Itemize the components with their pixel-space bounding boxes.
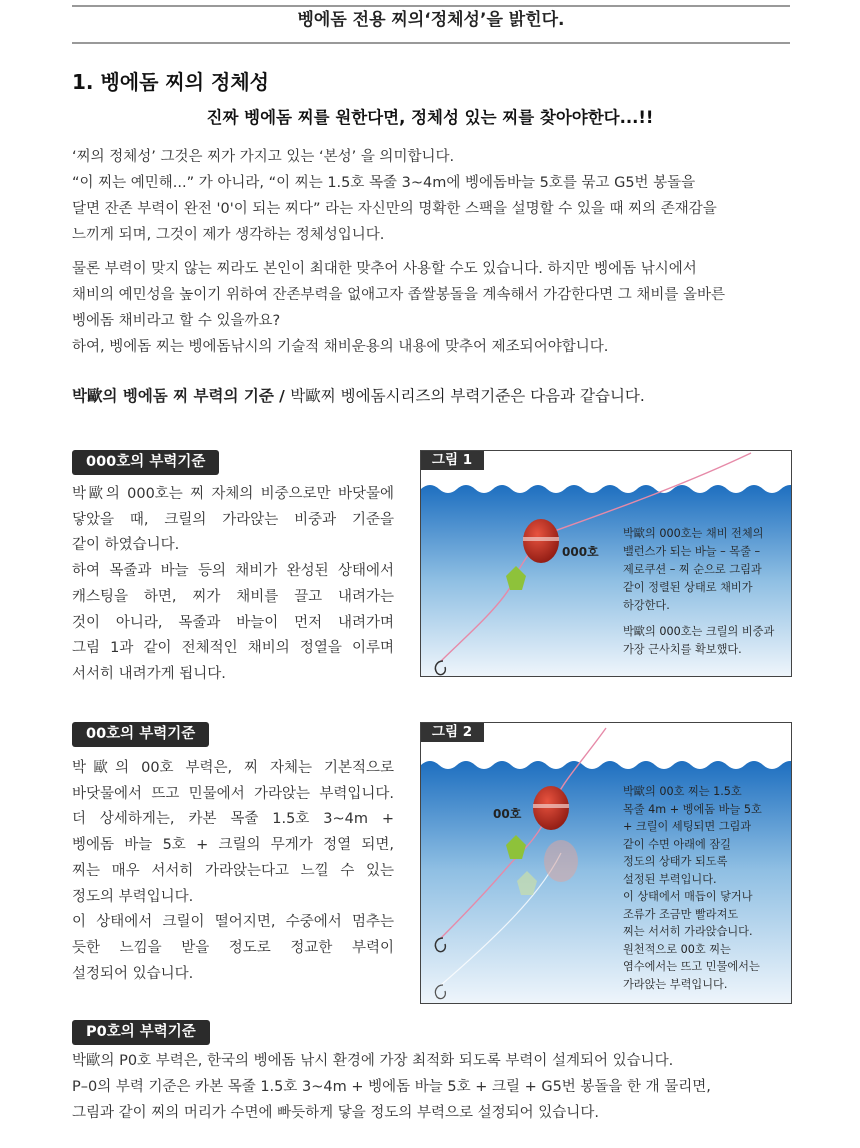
second-line: 하여, 벵에돔 찌는 벵에돔낚시의 기술적 채비운용의 내용에 맞추어 제조되어야합니다. xyxy=(72,339,609,355)
intro-line: “이 찌는 예민해...” 가 아니라, “이 찌는 1.5호 목줄 3~4m에 벵에돔바늘 5호를 묶고 G5번 봉돌을 xyxy=(72,175,696,191)
float-00-ghost xyxy=(544,840,578,882)
text-00-line: 더 상세하게는, 카본 목줄 1.5호 3~4m + xyxy=(72,811,394,828)
figure-1 xyxy=(420,450,792,677)
text-p0-line: 박歐의 P0호 부력은, 한국의 벵에돔 낚시 환경에 가장 최적화 되도록 부력이 설계되어 있습니다. xyxy=(72,1053,674,1069)
tag-000: 000호의 부력기준 xyxy=(72,450,219,475)
note-line: 목줄 4m + 벵에돔 바늘 5호 xyxy=(623,802,762,816)
text-00 xyxy=(72,756,394,987)
text-p0 xyxy=(72,1048,792,1126)
note-line: 제로쿠션 – 찌 순으로 그림과 xyxy=(623,563,762,576)
text-p0-line: P–0의 부력 기준은 카본 목줄 1.5호 3~4m + 벵에돔 바늘 5호 + 크릴 + G5번 봉돌을 한 개 물리면, xyxy=(72,1079,711,1095)
intro-line: ‘찌의 정체성’ 그것은 찌가 가지고 있는 ‘본성’ 을 의미합니다. xyxy=(72,149,455,165)
text-p0-line: 그림과 같이 찌의 머리가 수면에 빠듯하게 닿을 정도의 부력으로 설정되어 있습니다. xyxy=(72,1105,599,1121)
text-00-line: 벵에돔 바늘 5호 + 크릴의 무게가 정열 되면, xyxy=(72,837,394,854)
note-line: 이 상태에서 매듭이 닿거나 xyxy=(623,890,753,903)
text-000 xyxy=(72,482,394,688)
banner-rule xyxy=(72,42,790,44)
note-line: 찌는 서서히 가라앉습니다. xyxy=(623,925,753,938)
figure-1-note-2 xyxy=(623,623,774,659)
text-00-line: 바닷물에서 뜨고 민물에서 가라앉는 부력입니다. xyxy=(72,785,394,802)
float-000-label: 000호 xyxy=(562,545,599,559)
intro-paragraph xyxy=(72,144,792,248)
second-paragraph xyxy=(72,256,792,360)
tag-00: 00호의 부력기준 xyxy=(72,722,209,747)
text-00-line: 이 상태에서 크릴이 떨어지면, 수중에서 멈추는 xyxy=(72,914,394,931)
note-line: 가장 근사치를 확보했다. xyxy=(623,643,742,656)
figure-1-label: 그림 1 xyxy=(420,450,484,470)
note-line: 정도의 상태가 되도록 xyxy=(623,855,728,868)
buoyancy-standard-heading xyxy=(72,384,645,406)
tag-p0: P0호의 부력기준 xyxy=(72,1020,210,1045)
text-000-line: 닿았을 때, 크릴의 가라앉는 비중과 기준을 xyxy=(72,511,394,528)
note-line: 박歐의 00호 찌는 1.5호 xyxy=(623,785,742,798)
note-line: 밸런스가 되는 바늘 – 목줄 – xyxy=(623,545,761,558)
figure-2 xyxy=(420,722,792,1004)
figure-2-label: 그림 2 xyxy=(420,722,484,742)
figure-1-note xyxy=(623,525,763,615)
banner-title: 벵에돔 전용 찌의‘정체성’을 밝힌다. xyxy=(297,10,565,30)
note-line: 하강한다. xyxy=(623,599,670,612)
text-000-line: 그림 1과 같이 전체적인 채비의 정열을 이루며 xyxy=(72,640,394,657)
text-00-line: 찌는 매우 서서히 가라앉는다고 느낄 수 있는 xyxy=(72,862,394,879)
section-subtitle: 진짜 벵에돔 찌를 원한다면, 정체성 있는 찌를 찾아야한다...!! xyxy=(206,108,654,127)
text-000-line: 하여 목줄과 바늘 등의 채비가 완성된 상태에서 xyxy=(72,563,394,580)
section-title: 1. 벵에돔 찌의 정체성 xyxy=(72,70,269,94)
text-000-line: 박歐의 000호는 찌 자체의 비중으로만 바닷물에 xyxy=(72,486,394,502)
text-000-line: 같이 하였습니다. xyxy=(72,537,180,554)
note-line: 염수에서는 뜨고 민물에서는 xyxy=(623,960,760,973)
text-00-line: 설정되어 있습니다. xyxy=(72,965,194,982)
text-000-line: 것이 아니라, 목줄과 바늘이 먼저 내려가며 xyxy=(72,614,394,631)
note-line: 설정된 부력입니다. xyxy=(623,872,717,886)
second-line: 채비의 예민성을 높이기 위하여 잔존부력을 없애고자 좁쌀봉돌을 계속해서 가감한다면 그 채비를 올바른 xyxy=(72,287,725,303)
standard-rest: 박歐찌 벵에돔시리즈의 부력기준은 다음과 같습니다. xyxy=(290,387,645,405)
float-00-label: 00호 xyxy=(493,807,522,821)
note-line: 박歐의 000호는 채비 전체의 xyxy=(623,527,764,540)
figure-2-note xyxy=(623,783,762,993)
text-00-line: 박歐의 00호 부력은, 찌 자체는 기본적으로 xyxy=(72,760,394,776)
intro-line: 달면 잔존 부력이 완전 '0'이 되는 찌다” 라는 자신만의 명확한 스팩을 설명할 수 있을 때 찌의 존재감을 xyxy=(72,201,717,217)
text-00-line: 듯한 느낌을 받을 정도로 정교한 부력이 xyxy=(72,939,394,956)
standard-bold: 박歐의 벵에돔 찌 부력의 기준 / xyxy=(72,387,291,405)
second-line: 벵에돔 채비라고 할 수 있을까요? xyxy=(72,313,281,329)
note-line: 같이 수면 아래에 잠길 xyxy=(623,837,731,851)
note-line: 같이 정렬된 상태로 채비가 xyxy=(623,581,753,594)
note-line: 원천적으로 00호 찌는 xyxy=(623,942,731,956)
note-line: 조류가 조금만 빨라져도 xyxy=(623,907,739,921)
second-line: 물론 부력이 맞지 않는 찌라도 본인이 최대한 맞추어 사용할 수도 있습니다. 하지만 벵에돔 낚시에서 xyxy=(72,261,697,277)
note-line: + 크릴이 세팅되면 그림과 xyxy=(623,820,752,833)
text-000-line: 캐스팅을 하면, 찌가 채비를 끌고 내려가는 xyxy=(72,588,394,605)
text-00-line: 정도의 부력입니다. xyxy=(72,888,194,905)
note-line: 가라앉는 부력입니다. xyxy=(623,977,728,991)
note-line: 박歐의 000호는 크릴의 비중과 xyxy=(623,625,775,638)
intro-line: 느끼게 되며, 그것이 제가 생각하는 정체성입니다. xyxy=(72,227,385,243)
text-000-line: 서서히 내려가게 됩니다. xyxy=(72,665,226,682)
